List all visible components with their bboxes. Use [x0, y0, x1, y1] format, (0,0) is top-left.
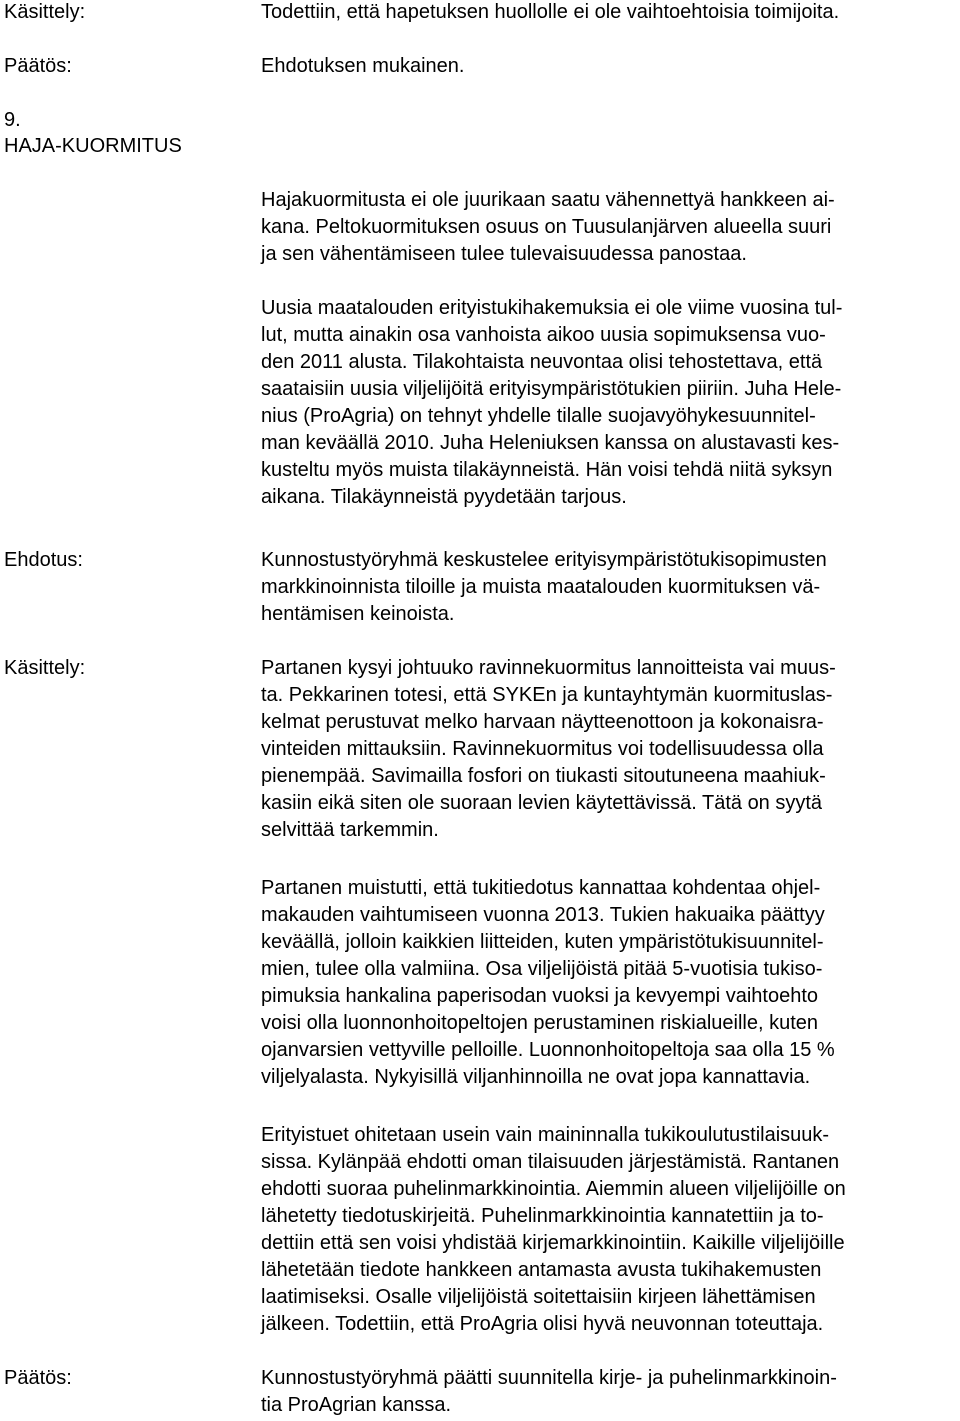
paragraph-line: tia ProAgrian kanssa.	[261, 1394, 452, 1416]
paragraph-line: Partanen kysyi johtuuko ravinnekuormitus lannoitteista vai muus-	[261, 657, 836, 679]
paragraph-line: pienempää. Savimailla fosfori on tiukasti sitoutuneena maahiuk-	[261, 765, 826, 787]
paragraph-line: Kunnostustyöryhmä päätti suunnitella kirje- ja puhelinmarkkinoin-	[261, 1367, 837, 1389]
item-title: HAJA-KUORMITUS	[4, 135, 182, 157]
paragraph-line: keväällä, jolloin kaikkien liitteiden, kuten ympäristötukisuunnitel-	[261, 931, 824, 953]
item-number: 9.	[4, 109, 21, 131]
paragraph-line: voisi olla luonnonhoitopeltojen perustaminen riskialueille, kuten	[261, 1012, 819, 1034]
paragraph-line: nius (ProAgria) on tehnyt yhdelle tilalle suojavyöhykesuunnitel-	[261, 405, 816, 427]
paragraph-line: jälkeen. Todettiin, että ProAgria olisi hyvä neuvonnan toteuttaja.	[261, 1313, 824, 1335]
section-label-paatos: Päätös:	[4, 1367, 72, 1389]
paragraph-line: dettiin että sen voisi yhdistää kirjemarkkinointiin. Kaikille viljelijöille	[261, 1232, 845, 1254]
paragraph-line: vinteiden mittauksiin. Ravinnekuormitus voi todellisuudessa olla	[261, 738, 824, 760]
paragraph-line: pimuksia hankalina paperisodan vuoksi ja kevyempi vaihtoehto	[261, 985, 818, 1007]
paragraph-line: kasiin eikä siten ole suoraan levien käytettävissä. Tätä on syytä	[261, 792, 823, 814]
paragraph-line: Partanen muistutti, että tukitiedotus kannattaa kohdentaa ohjel-	[261, 877, 821, 899]
paragraph-line: markkinoinnista tiloille ja muista maatalouden kuormituksen vä-	[261, 576, 821, 598]
paragraph-line: kusteltu myös muista tilakäynneistä. Hän voisi tehdä niitä syksyn	[261, 459, 833, 481]
paragraph-line: laatimiseksi. Osalle viljelijöistä soitettaisiin kirjeen lähettämisen	[261, 1286, 816, 1308]
paragraph-line: ja sen vähentämiseen tulee tulevaisuudessa panostaa.	[261, 243, 747, 265]
paragraph-line: man keväällä 2010. Juha Heleniuksen kanssa on alustavasti kes-	[261, 432, 840, 454]
paragraph-line: saataisiin uusia viljelijöitä erityisympäristötukien piiriin. Juha Hele-	[261, 378, 842, 400]
paragraph-line: Todettiin, että hapetuksen huollolle ei ole vaihtoehtoisia toimijoita.	[261, 1, 840, 23]
paragraph-line: ta. Pekkarinen totesi, että SYKEn ja kuntayhtymän kuormituslas-	[261, 684, 833, 706]
section-label-kasittely: Käsittely:	[4, 1, 86, 23]
section-label-paatos: Päätös:	[4, 55, 72, 77]
paragraph-line: Uusia maatalouden erityistukihakemuksia ei ole viime vuosina tul-	[261, 297, 843, 319]
paragraph-line: lähetetään tiedote hankkeen antamasta avusta tukihakemusten	[261, 1259, 822, 1281]
paragraph-line: aikana. Tilakäynneistä pyydetään tarjous.	[261, 486, 627, 508]
paragraph-line: selvittää tarkemmin.	[261, 819, 439, 841]
paragraph-line: lut, mutta ainakin osa vanhoista aikoo uusia sopimuksensa vuo-	[261, 324, 826, 346]
paragraph-line: den 2011 alusta. Tilakohtaista neuvontaa olisi tehostettava, että	[261, 351, 823, 373]
paragraph-line: mien, tulee olla valmiina. Osa viljelijöistä pitää 5-vuotisia tukiso-	[261, 958, 823, 980]
paragraph-line: ojanvarsien vettyville pelloille. Luonnonhoitopeltoja saa olla 15 %	[261, 1039, 835, 1061]
paragraph-line: kana. Peltokuormituksen osuus on Tuusulanjärven alueella suuri	[261, 216, 832, 238]
paragraph-line: Ehdotuksen mukainen.	[261, 55, 465, 77]
paragraph-line: makauden vaihtumiseen vuonna 2013. Tukien hakuaika päättyy	[261, 904, 825, 926]
paragraph-line: lähetetty tiedotuskirjeitä. Puhelinmarkkinointia kannatettiin ja to-	[261, 1205, 824, 1227]
paragraph-line: Erityistuet ohitetaan usein vain maininnalla tukikoulutustilaisuuk-	[261, 1124, 830, 1146]
paragraph-line: Hajakuormitusta ei ole juurikaan saatu vähennettyä hankkeen ai-	[261, 189, 835, 211]
section-label-kasittely: Käsittely:	[4, 657, 86, 679]
section-label-ehdotus: Ehdotus:	[4, 549, 83, 571]
paragraph-line: hentämisen keinoista.	[261, 603, 455, 625]
paragraph-line: Kunnostustyöryhmä keskustelee erityisympäristötukisopimusten	[261, 549, 827, 571]
paragraph-line: ehdotti suoraa puhelinmarkkinointia. Aiemmin alueen viljelijöille on	[261, 1178, 846, 1200]
paragraph-line: sissa. Kylänpää ehdotti oman tilaisuuden järjestämistä. Rantanen	[261, 1151, 840, 1173]
paragraph-line: kelmat perustuvat melko harvaan näytteenottoon ja kokonaisra-	[261, 711, 824, 733]
paragraph-line: viljelyalasta. Nykyisillä viljanhinnoilla ne ovat jopa kannattavia.	[261, 1066, 811, 1088]
